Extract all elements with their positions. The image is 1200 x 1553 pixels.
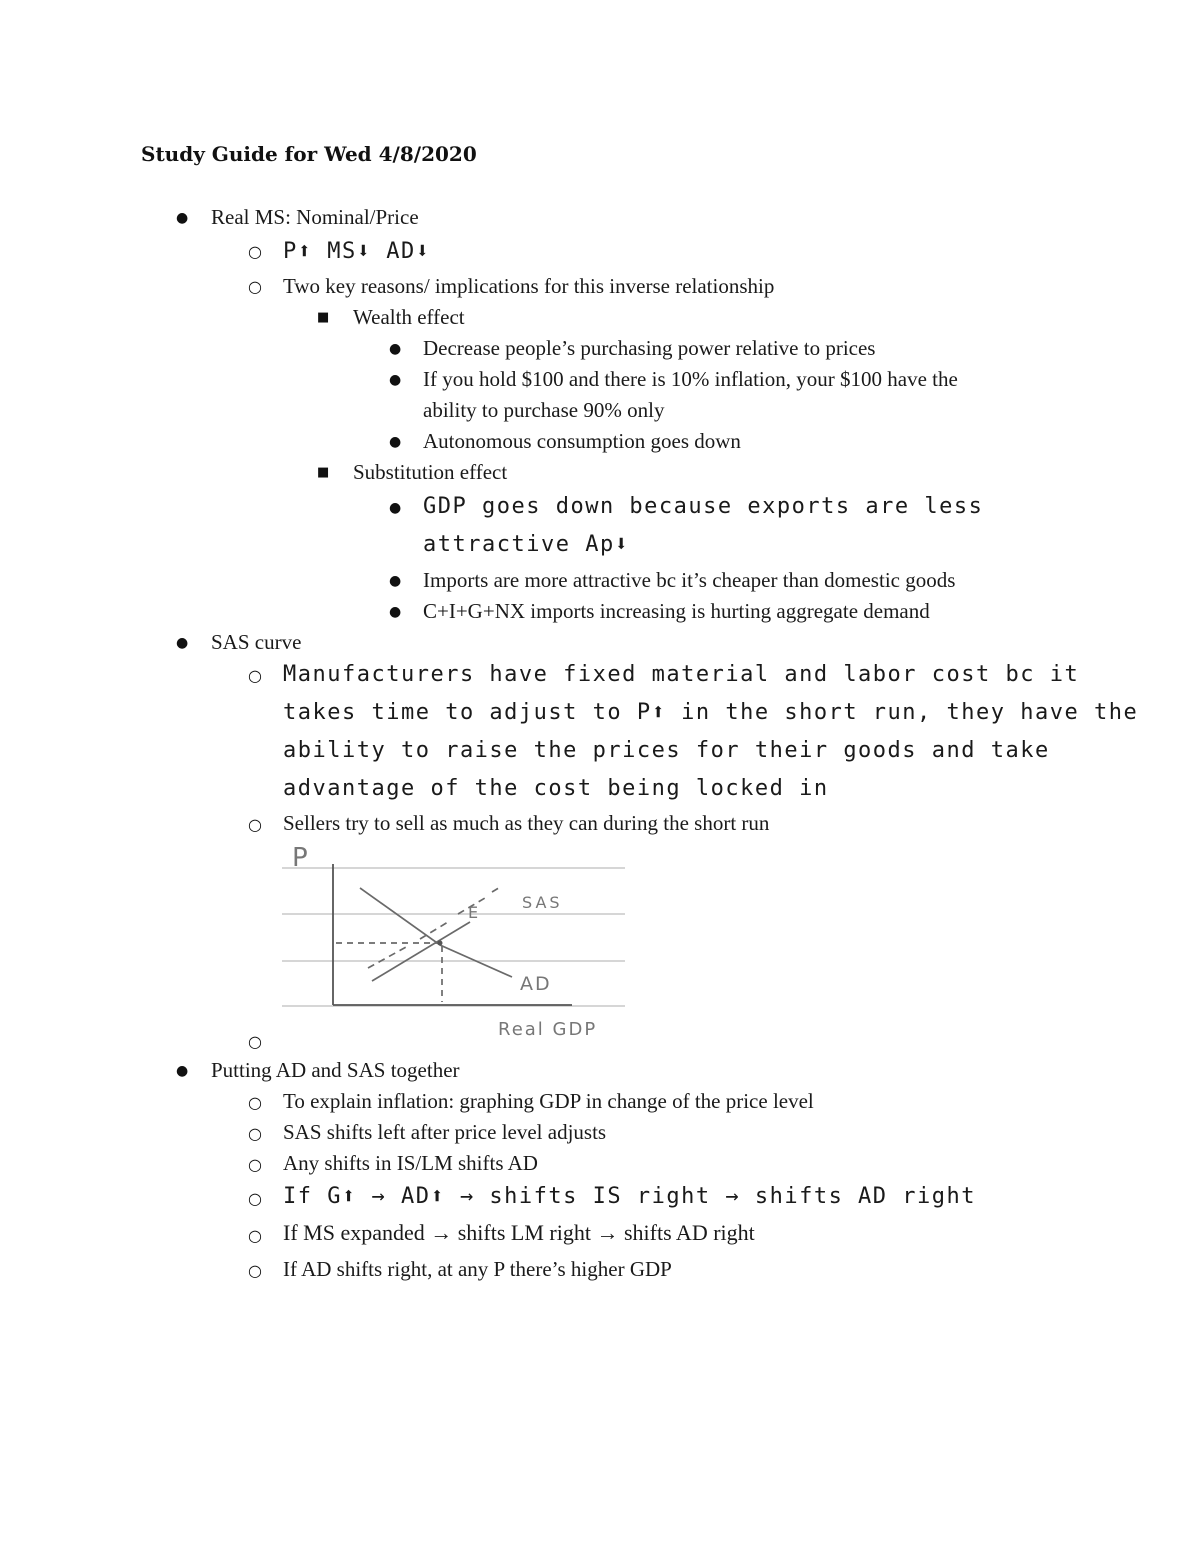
bullet-filled: ● bbox=[176, 210, 189, 226]
equilibrium-point bbox=[438, 941, 443, 946]
bullet-filled: ● bbox=[176, 635, 189, 651]
sas-curve-heading: SAS curve bbox=[211, 630, 302, 654]
ad-sas-item: If G⬆ → AD⬆ → shifts IS right → shifts AD right bbox=[283, 1184, 977, 1209]
ad-sas-sketch bbox=[280, 842, 630, 1047]
two-reasons-line: Two key reasons/ implications for this inverse relationship bbox=[283, 274, 775, 298]
ad-sas-item: SAS shifts left after price level adjusts bbox=[283, 1120, 607, 1144]
sketch-e-label: E bbox=[468, 903, 479, 922]
substitution-item-continued: attractive Ap⬇ bbox=[423, 532, 630, 557]
wealth-item: If you hold $100 and there is 10% inflation, your $100 have the bbox=[423, 367, 958, 391]
bullet-square: ■ bbox=[317, 310, 330, 325]
bullet-filled: ● bbox=[389, 434, 402, 450]
bullet-hollow: ○ bbox=[248, 815, 262, 834]
bullet-square: ■ bbox=[317, 465, 330, 480]
substitution-item: GDP goes down because exports are less bbox=[423, 494, 984, 519]
manufacturers-line: advantage of the cost being locked in bbox=[283, 776, 829, 801]
sketch-y-label: P bbox=[292, 843, 308, 873]
ad-sas-item: If AD shifts right, at any P there’s higher GDP bbox=[283, 1257, 672, 1281]
bullet-filled: ● bbox=[389, 341, 402, 357]
sellers-line: Sellers try to sell as much as they can during the short run bbox=[283, 811, 770, 835]
bullet-filled: ● bbox=[389, 372, 402, 388]
bullet-filled: ● bbox=[389, 500, 402, 516]
ad-sas-item: If MS expanded → shifts LM right → shifts AD right bbox=[283, 1220, 755, 1245]
shifted-sas-dashed-curve bbox=[368, 886, 502, 968]
bullet-hollow: ○ bbox=[248, 1189, 262, 1208]
bullet-hollow: ○ bbox=[248, 1226, 262, 1245]
ad-curve bbox=[360, 888, 512, 977]
manufacturers-line: ability to raise the prices for their goods and take bbox=[283, 738, 1050, 763]
bullet-filled: ● bbox=[389, 573, 402, 589]
bullet-filled: ● bbox=[389, 604, 402, 620]
sketch-x-label: Real GDP bbox=[498, 1019, 598, 1040]
real-ms-heading: Real MS: Nominal/Price bbox=[211, 205, 419, 229]
bullet-hollow: ○ bbox=[248, 1124, 262, 1143]
sketch-ad-label: AD bbox=[520, 973, 552, 995]
ad-sas-heading: Putting AD and SAS together bbox=[211, 1058, 460, 1082]
substitution-effect-label: Substitution effect bbox=[353, 460, 508, 484]
bullet-hollow: ○ bbox=[248, 1261, 262, 1280]
bullet-hollow: ○ bbox=[248, 666, 262, 685]
ad-sas-item: Any shifts in IS/LM shifts AD bbox=[283, 1151, 538, 1175]
bullet-hollow: ○ bbox=[248, 277, 262, 296]
wealth-effect-label: Wealth effect bbox=[353, 305, 465, 329]
wealth-item: Autonomous consumption goes down bbox=[423, 429, 741, 453]
wealth-item: Decrease people’s purchasing power relative to prices bbox=[423, 336, 876, 360]
substitution-item: C+I+G+NX imports increasing is hurting aggregate demand bbox=[423, 599, 930, 623]
bullet-hollow: ○ bbox=[248, 242, 262, 261]
bullet-filled: ● bbox=[176, 1063, 189, 1079]
ad-sas-item: To explain inflation: graphing GDP in change of the price level bbox=[283, 1089, 814, 1113]
page-title: Study Guide for Wed 4/8/2020 bbox=[141, 142, 477, 166]
substitution-item: Imports are more attractive bc it’s cheaper than domestic goods bbox=[423, 568, 956, 592]
manufacturers-line: Manufacturers have fixed material and labor cost bc it bbox=[283, 662, 1080, 687]
bullet-hollow: ○ bbox=[248, 1155, 262, 1174]
wealth-item-continued: ability to purchase 90% only bbox=[423, 398, 665, 422]
bullet-hollow: ○ bbox=[248, 1032, 262, 1051]
sketch-sas-label: SAS bbox=[522, 893, 563, 912]
manufacturers-line: takes time to adjust to P⬆ in the short run, they have the bbox=[283, 700, 1139, 725]
p-ms-ad-line: P⬆ MS⬇ AD⬇ bbox=[283, 239, 431, 264]
bullet-hollow: ○ bbox=[248, 1093, 262, 1112]
